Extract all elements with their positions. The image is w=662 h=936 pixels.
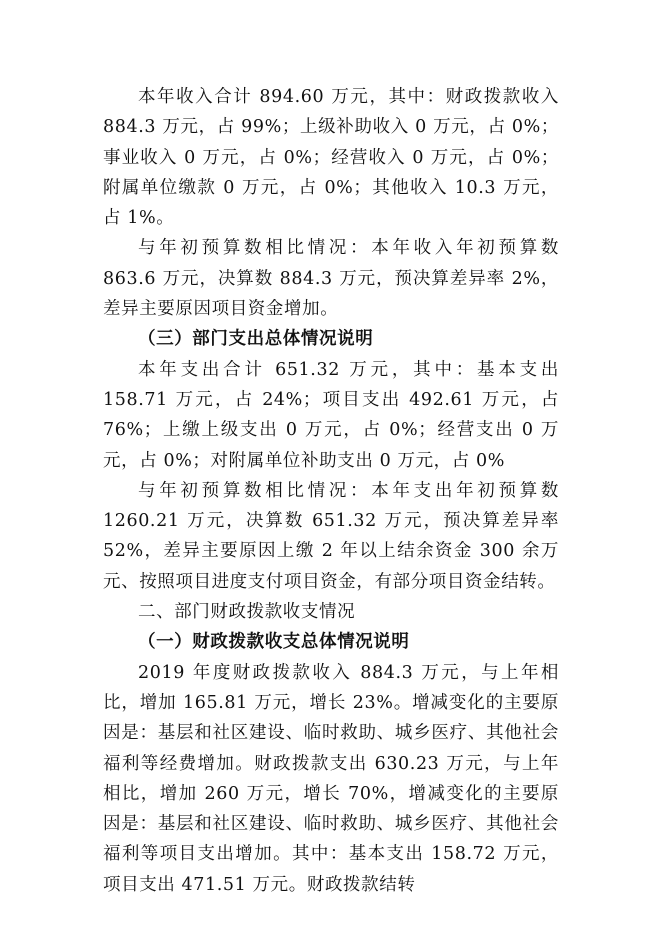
income-total-paragraph: 本年收入合计 894.60 万元，其中：财政拨款收入 884.3 万元，占 99%；上级补助收入 0 万元，占 0%；事业收入 0 万元，占 0%；经营收入 0 万元，占 0%；附属单位缴款 0 万元，占 0%；其他收入 10.3 万元，占 1%。 <box>103 87 559 229</box>
income-budget-comparison-paragraph: 与年初预算数相比情况：本年收入年初预算数 863.6 万元，决算数 884.3 万元，预决算差异率 2%，差异主要原因项目资金增加。 <box>103 238 559 320</box>
fiscal-appropriation-section-heading: 二、部门财政拨款收支情况 <box>138 602 356 623</box>
document-page <box>103 82 559 900</box>
expenditure-overview-heading: （三）部门支出总体情况说明 <box>138 329 374 350</box>
fiscal-appropriation-overview-heading: （一）财政拨款收支总体情况说明 <box>138 632 410 653</box>
fiscal-appropriation-paragraph: 2019 年度财政拨款收入 884.3 万元，与上年相比，增加 165.81 万元，增长 23%。增减变化的主要原因是：基层和社区建设、临时救助、城乡医疗、其他社会福利等经费增加。财政拨款支出 630.23 万元，与上年相比，增加 260 万元，增长 70%，增减变化的主要原因是：基层和社区建设、临时救助、城乡医疗、其他社会福利等项目支出增加。其中：基本支出 158.72 万元，项目支出 471.51 万元。财政拨款结转 <box>103 662 559 895</box>
expenditure-budget-comparison-paragraph: 与年初预算数相比情况：本年支出年初预算数 1260.21 万元，决算数 651.32 万元，预决算差异率 52%，差异主要原因上缴 2 年以上结余资金 300 余万元、按照项目进度支付项目资金，有部分项目资金结转。 <box>103 480 559 592</box>
expenditure-total-paragraph: 本年支出合计 651.32 万元，其中：基本支出 158.71 万元，占 24%；项目支出 492.61 万元，占 76%；上缴上级支出 0 万元，占 0%；经营支出 0 万元，占 0%；对附属单位补助支出 0 万元，占 0% <box>103 359 559 471</box>
